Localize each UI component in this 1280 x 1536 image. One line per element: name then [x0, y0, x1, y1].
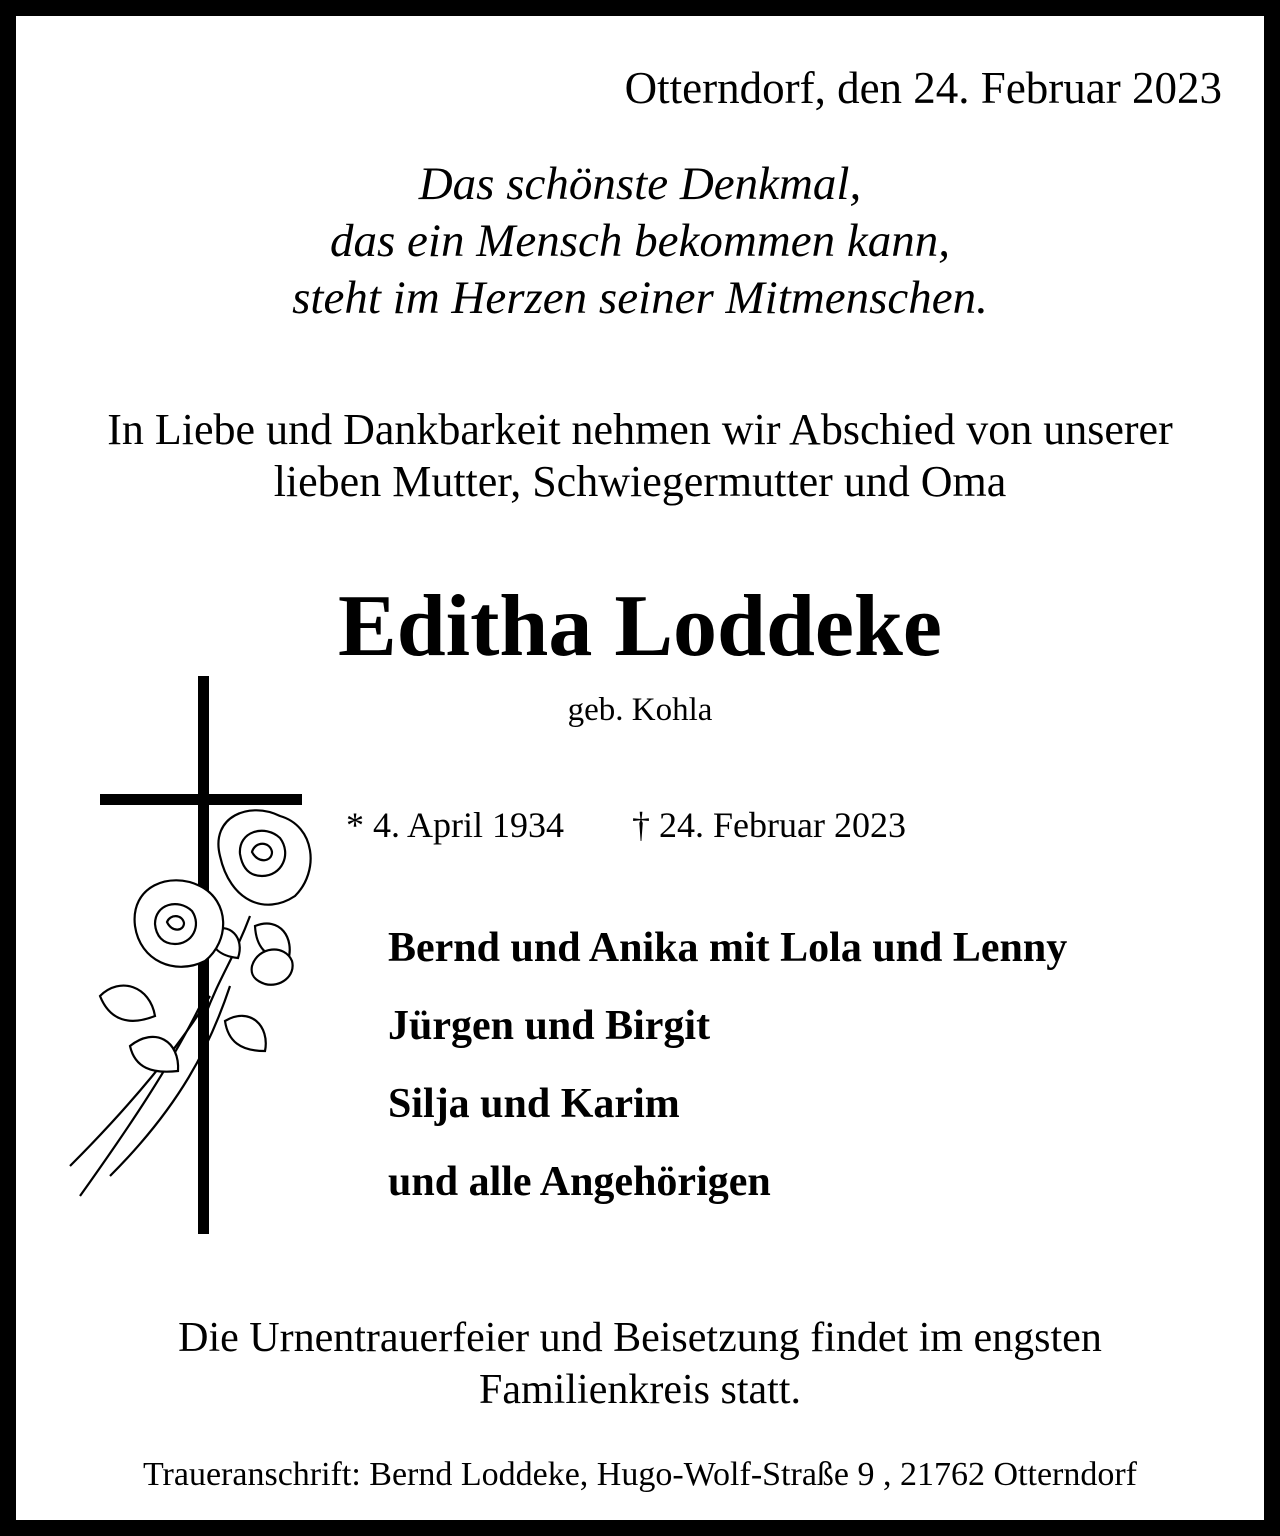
mourner-line: und alle Angehörigen — [388, 1159, 771, 1205]
mourner-line: Silja und Karim — [388, 1081, 680, 1127]
quote-line: Das schönste Denkmal, — [418, 158, 862, 210]
deceased-name: Editha Loddeke — [338, 578, 942, 675]
mourner-line: Bernd und Anika mit Lola und Lenny — [388, 925, 1068, 971]
ceremony-line: Familienkreis statt. — [479, 1367, 801, 1413]
quote-line: steht im Herzen seiner Mitmenschen. — [292, 272, 988, 324]
mourning-address: Traueranschrift: Bernd Loddeke, Hugo-Wolf-Straße 9 , 21762 Otterndorf — [142, 1456, 1138, 1493]
intro-line: lieben Mutter, Schwiegermutter und Oma — [273, 457, 1007, 506]
place-date: Otterndorf, den 24. Februar 2023 — [624, 63, 1222, 113]
cross-with-roses-icon — [60, 676, 320, 1236]
death-date: † 24. Februar 2023 — [632, 805, 906, 845]
maiden-name: geb. Kohla — [567, 692, 713, 728]
birth-date: * 4. April 1934 — [346, 805, 565, 845]
ceremony-notice — [0, 1312, 1280, 1416]
quote-line: das ein Mensch bekommen kann, — [330, 215, 950, 267]
farewell-intro — [0, 404, 1280, 508]
mourner-line: Jürgen und Birgit — [388, 1003, 711, 1049]
memorial-quote — [0, 156, 1280, 327]
intro-line: In Liebe und Dankbarkeit nehmen wir Abschied von unserer — [107, 405, 1173, 454]
ceremony-line: Die Urnentrauerfeier und Beisetzung findet im engsten — [178, 1315, 1102, 1361]
